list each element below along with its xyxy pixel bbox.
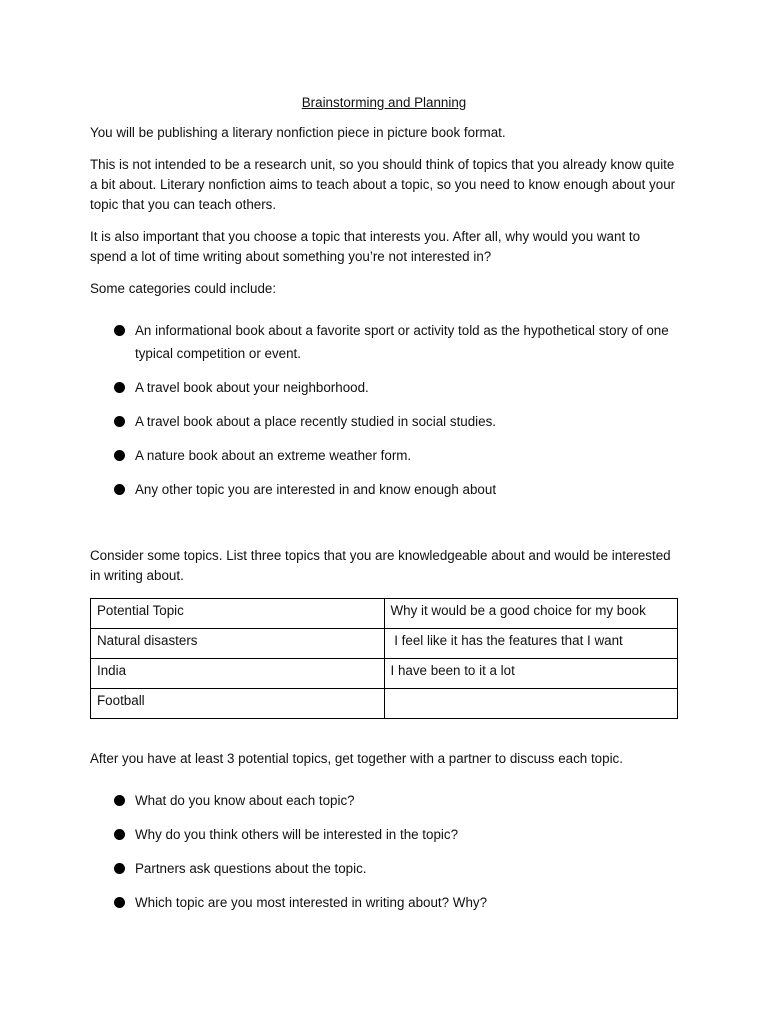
list-item-text: What do you know about each topic? (135, 793, 355, 808)
list-item-text: Partners ask questions about the topic. (135, 861, 367, 876)
table-row (91, 629, 678, 659)
table-header-row (91, 599, 678, 629)
topics-table (90, 598, 678, 719)
bullet-icon (114, 863, 125, 874)
list-item (90, 789, 678, 812)
after-paragraph: After you have at least 3 potential topics, get together with a partner to discuss each topic. (90, 751, 623, 766)
consider-paragraph: Consider some topics. List three topics that you are knowledgeable about and would be interested in writing about. (90, 548, 671, 583)
table-header-cell[interactable]: Potential Topic (91, 599, 385, 629)
table-cell[interactable]: India (91, 659, 385, 689)
table-row (91, 689, 678, 719)
spacer (90, 512, 678, 546)
bullet-icon (114, 325, 125, 336)
bullet-icon (114, 450, 125, 461)
table-header-cell[interactable]: Why it would be a good choice for my book (384, 599, 678, 629)
table-row (91, 659, 678, 689)
list-item (90, 857, 678, 880)
list-item (90, 410, 678, 433)
table-cell[interactable]: Football (91, 689, 385, 719)
bullet-icon (114, 829, 125, 840)
list-item-text: A travel book about your neighborhood. (135, 380, 369, 395)
list-item-text: Which topic are you most interested in writing about? Why? (135, 895, 488, 910)
categories-intro: Some categories could include: (90, 281, 277, 296)
list-item-text: A travel book about a place recently studied in social studies. (135, 414, 497, 429)
list-item-text: A nature book about an extreme weather form. (135, 448, 412, 463)
table-cell[interactable] (384, 689, 678, 719)
intro-paragraph: You will be publishing a literary nonfiction piece in picture book format. (90, 125, 506, 140)
questions-list (90, 789, 678, 914)
list-item (90, 891, 678, 914)
interest-paragraph: It is also important that you choose a topic that interests you. After all, why would you want to spend a lot of time writing about something you’re not interested in? (90, 229, 641, 264)
bullet-icon (114, 897, 125, 908)
categories-list (90, 319, 678, 501)
list-item (90, 444, 678, 467)
list-item-text: An informational book about a favorite sport or activity told as the hypothetical story of one typical competition or event. (135, 323, 669, 361)
list-item-text: Any other topic you are interested in and know enough about (135, 482, 497, 497)
research-paragraph: This is not intended to be a research unit, so you should think of topics that you already know quite a bit about. Literary nonfiction aims to teach about a topic, so you need to know enough about your topic that you can teach others. (90, 157, 676, 212)
list-item (90, 319, 678, 365)
table-cell[interactable]: I have been to it a lot (384, 659, 678, 689)
list-item (90, 376, 678, 399)
bullet-icon (114, 795, 125, 806)
table-cell[interactable]: I feel like it has the features that I want (384, 629, 678, 659)
table-cell[interactable]: Natural disasters (91, 629, 385, 659)
bullet-icon (114, 484, 125, 495)
bullet-icon (114, 382, 125, 393)
bullet-icon (114, 416, 125, 427)
document-page (90, 94, 678, 925)
list-item-text: Why do you think others will be interested in the topic? (135, 827, 459, 842)
document-title: Brainstorming and Planning (301, 95, 467, 110)
list-item (90, 478, 678, 501)
list-item (90, 823, 678, 846)
